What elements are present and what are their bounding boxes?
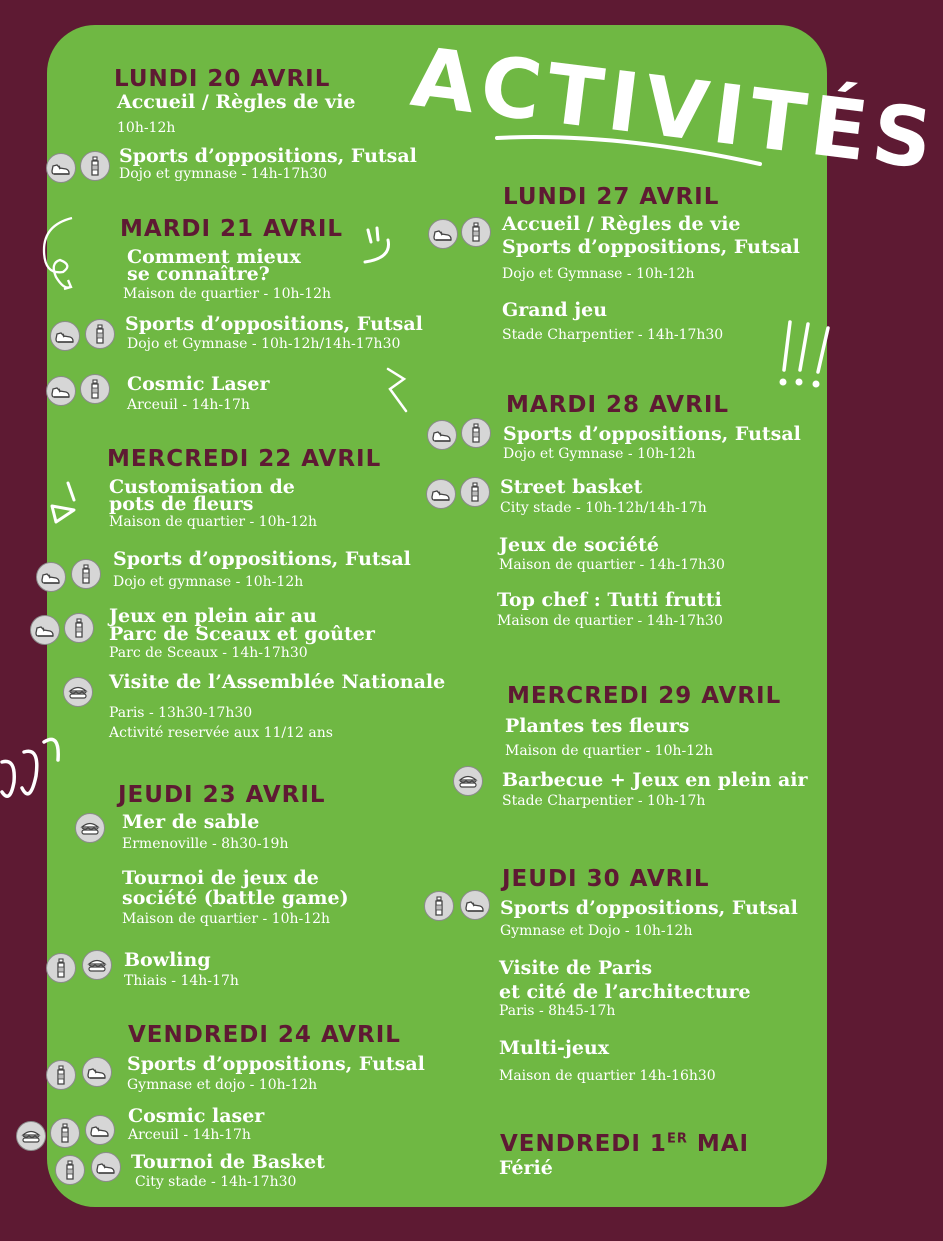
sneaker-icon xyxy=(91,1152,121,1182)
water-bottle-icon xyxy=(461,217,491,247)
activity-details: Maison de quartier - 14h-17h30 xyxy=(499,557,725,573)
activity-details: Gymnase et dojo - 10h-12h xyxy=(127,1077,318,1093)
water-bottle-icon xyxy=(46,953,76,983)
water-bottle-icon xyxy=(55,1155,85,1185)
activity-details: Parc de Sceaux - 14h-17h30 xyxy=(109,645,308,661)
activity-title: Sports d’oppositions, Futsal xyxy=(113,548,411,570)
activity-title: Plantes tes fleurs xyxy=(505,715,690,737)
page-title: ACTIVITÉS xyxy=(406,30,943,189)
activity-title: Sports d’oppositions, Futsal xyxy=(125,313,423,335)
activity-title: Grand jeu xyxy=(502,299,608,321)
day-heading-ordinal: ER xyxy=(666,1131,688,1147)
water-bottle-icon xyxy=(71,559,101,589)
sandwich-icon xyxy=(75,813,105,843)
day-heading-vendredi-1-mai xyxy=(500,1131,749,1157)
water-bottle-icon xyxy=(64,613,94,643)
activity-title: Tournoi de Basket xyxy=(131,1151,325,1173)
activity-details: Maison de quartier - 14h-17h30 xyxy=(497,613,723,629)
sneaker-icon xyxy=(426,479,456,509)
swirl-arrow-doodle xyxy=(38,215,78,300)
activity-title: Sports d’oppositions, Futsal xyxy=(500,897,798,919)
activity-details: Dojo et gymnase - 14h-17h30 xyxy=(119,166,328,182)
lightning-doodle xyxy=(382,365,412,413)
activity-title: Sports d’oppositions, Futsal xyxy=(503,423,801,445)
day-heading-mercredi-22: MERCREDI 22 AVRIL xyxy=(107,446,382,472)
day-heading-lundi-20: LUNDI 20 AVRIL xyxy=(114,66,331,92)
activity-title: Jeux en plein air au xyxy=(109,605,317,627)
sneaker-icon xyxy=(427,420,457,450)
sneaker-icon xyxy=(428,219,458,249)
activity-details: Maison de quartier 14h-16h30 xyxy=(499,1068,716,1084)
sneaker-icon xyxy=(50,321,80,351)
activity-details: City stade - 10h-12h/14h-17h xyxy=(500,500,707,516)
activity-title: Mer de sable xyxy=(122,811,260,833)
water-bottle-icon xyxy=(460,477,490,507)
holiday-label: Férié xyxy=(499,1157,553,1179)
sneaker-icon xyxy=(30,615,60,645)
water-bottle-icon xyxy=(424,891,454,921)
smiley-doodle xyxy=(362,228,398,266)
activity-title: Bowling xyxy=(124,949,211,971)
activity-details: Maison de quartier - 10h-12h xyxy=(505,743,714,759)
activity-details: 10h-12h xyxy=(117,120,176,136)
sandwich-icon xyxy=(82,950,112,980)
activity-title: et cité de l’architecture xyxy=(499,981,751,1003)
sneaker-icon xyxy=(36,562,66,592)
activity-details: Dojo et Gymnase - 10h-12h xyxy=(502,266,695,282)
activity-title: Sports d’oppositions, Futsal xyxy=(119,145,417,167)
water-bottle-icon xyxy=(80,374,110,404)
day-heading-jeudi-23: JEUDI 23 AVRIL xyxy=(118,782,326,808)
activity-details: Arceuil - 14h-17h xyxy=(127,397,250,413)
water-bottle-icon xyxy=(85,319,115,349)
sandwich-icon xyxy=(63,677,93,707)
loop-doodle xyxy=(0,732,62,807)
day-heading-vendredi-24: VENDREDI 24 AVRIL xyxy=(128,1022,401,1048)
triangle-doodle xyxy=(48,480,78,525)
day-heading-mercredi-29: MERCREDI 29 AVRIL xyxy=(507,683,782,709)
day-heading-jeudi-30: JEUDI 30 AVRIL xyxy=(502,866,710,892)
activity-details: Dojo et Gymnase - 10h-12h/14h-17h30 xyxy=(127,336,401,352)
activity-details: Dojo et Gymnase - 10h-12h xyxy=(503,446,696,462)
activity-title: Sports d’oppositions, Futsal xyxy=(127,1053,425,1075)
day-heading-mardi-21: MARDI 21 AVRIL xyxy=(120,216,344,242)
exclamation-doodle xyxy=(778,318,836,390)
day-heading-lundi-27: LUNDI 27 AVRIL xyxy=(503,184,720,210)
activity-title: Cosmic laser xyxy=(128,1105,265,1127)
activity-details: Stade Charpentier - 14h-17h30 xyxy=(502,327,724,343)
activity-note: Activité reservée aux 11/12 ans xyxy=(109,725,333,741)
activity-title: Visite de Paris xyxy=(499,957,653,979)
water-bottle-icon xyxy=(80,151,110,181)
activity-title: Street basket xyxy=(500,476,643,498)
activity-details: Maison de quartier - 10h-12h xyxy=(123,286,332,302)
activity-details: Thiais - 14h-17h xyxy=(124,973,239,989)
activity-title: Tournoi de jeux de xyxy=(122,867,319,889)
activity-title: Comment mieux xyxy=(127,246,301,268)
water-bottle-icon xyxy=(461,418,491,448)
day-heading-text: VENDREDI 1 xyxy=(500,1131,667,1157)
title-underline xyxy=(495,130,765,168)
activity-title: Multi-jeux xyxy=(499,1037,610,1059)
activity-details: Ermenoville - 8h30-19h xyxy=(122,836,289,852)
sandwich-icon xyxy=(16,1121,46,1151)
sneaker-icon xyxy=(46,376,76,406)
sneaker-icon xyxy=(85,1115,115,1145)
activity-title: pots de fleurs xyxy=(109,493,254,515)
activity-title: Customisation de xyxy=(109,476,295,498)
activity-details: Paris - 8h45-17h xyxy=(499,1003,616,1019)
activity-details: Dojo et gymnase - 10h-12h xyxy=(113,574,304,590)
activity-details: Stade Charpentier - 10h-17h xyxy=(502,793,706,809)
activity-details: Gymnase et Dojo - 10h-12h xyxy=(500,923,693,939)
day-heading-month: MAI xyxy=(687,1131,750,1157)
sneaker-icon xyxy=(46,153,76,183)
activity-details: Maison de quartier - 10h-12h xyxy=(122,911,331,927)
activity-title: Jeux de société xyxy=(499,534,659,556)
water-bottle-icon xyxy=(50,1118,80,1148)
activity-title: se connaître? xyxy=(127,263,270,285)
activity-details: City stade - 14h-17h30 xyxy=(135,1174,297,1190)
activity-title: Parc de Sceaux et goûter xyxy=(109,623,375,645)
day-heading-mardi-28: MARDI 28 AVRIL xyxy=(506,392,730,418)
activity-title: Accueil / Règles de vie xyxy=(502,213,741,235)
activity-title: Cosmic Laser xyxy=(127,373,270,395)
activity-title: Accueil / Règles de vie xyxy=(117,91,356,113)
activity-details: Paris - 13h30-17h30 xyxy=(109,705,253,721)
activity-details: Arceuil - 14h-17h xyxy=(128,1127,251,1143)
activity-title: Barbecue + Jeux en plein air xyxy=(502,769,808,791)
activity-title: Visite de l’Assemblée Nationale xyxy=(109,671,446,693)
sandwich-icon xyxy=(453,766,483,796)
water-bottle-icon xyxy=(46,1060,76,1090)
activity-title: Sports d’oppositions, Futsal xyxy=(502,236,800,258)
activity-details: Maison de quartier - 10h-12h xyxy=(109,514,318,530)
sneaker-icon xyxy=(82,1057,112,1087)
sneaker-icon xyxy=(460,890,490,920)
activity-title: société (battle game) xyxy=(122,887,349,909)
activity-title: Top chef : Tutti frutti xyxy=(497,589,722,611)
